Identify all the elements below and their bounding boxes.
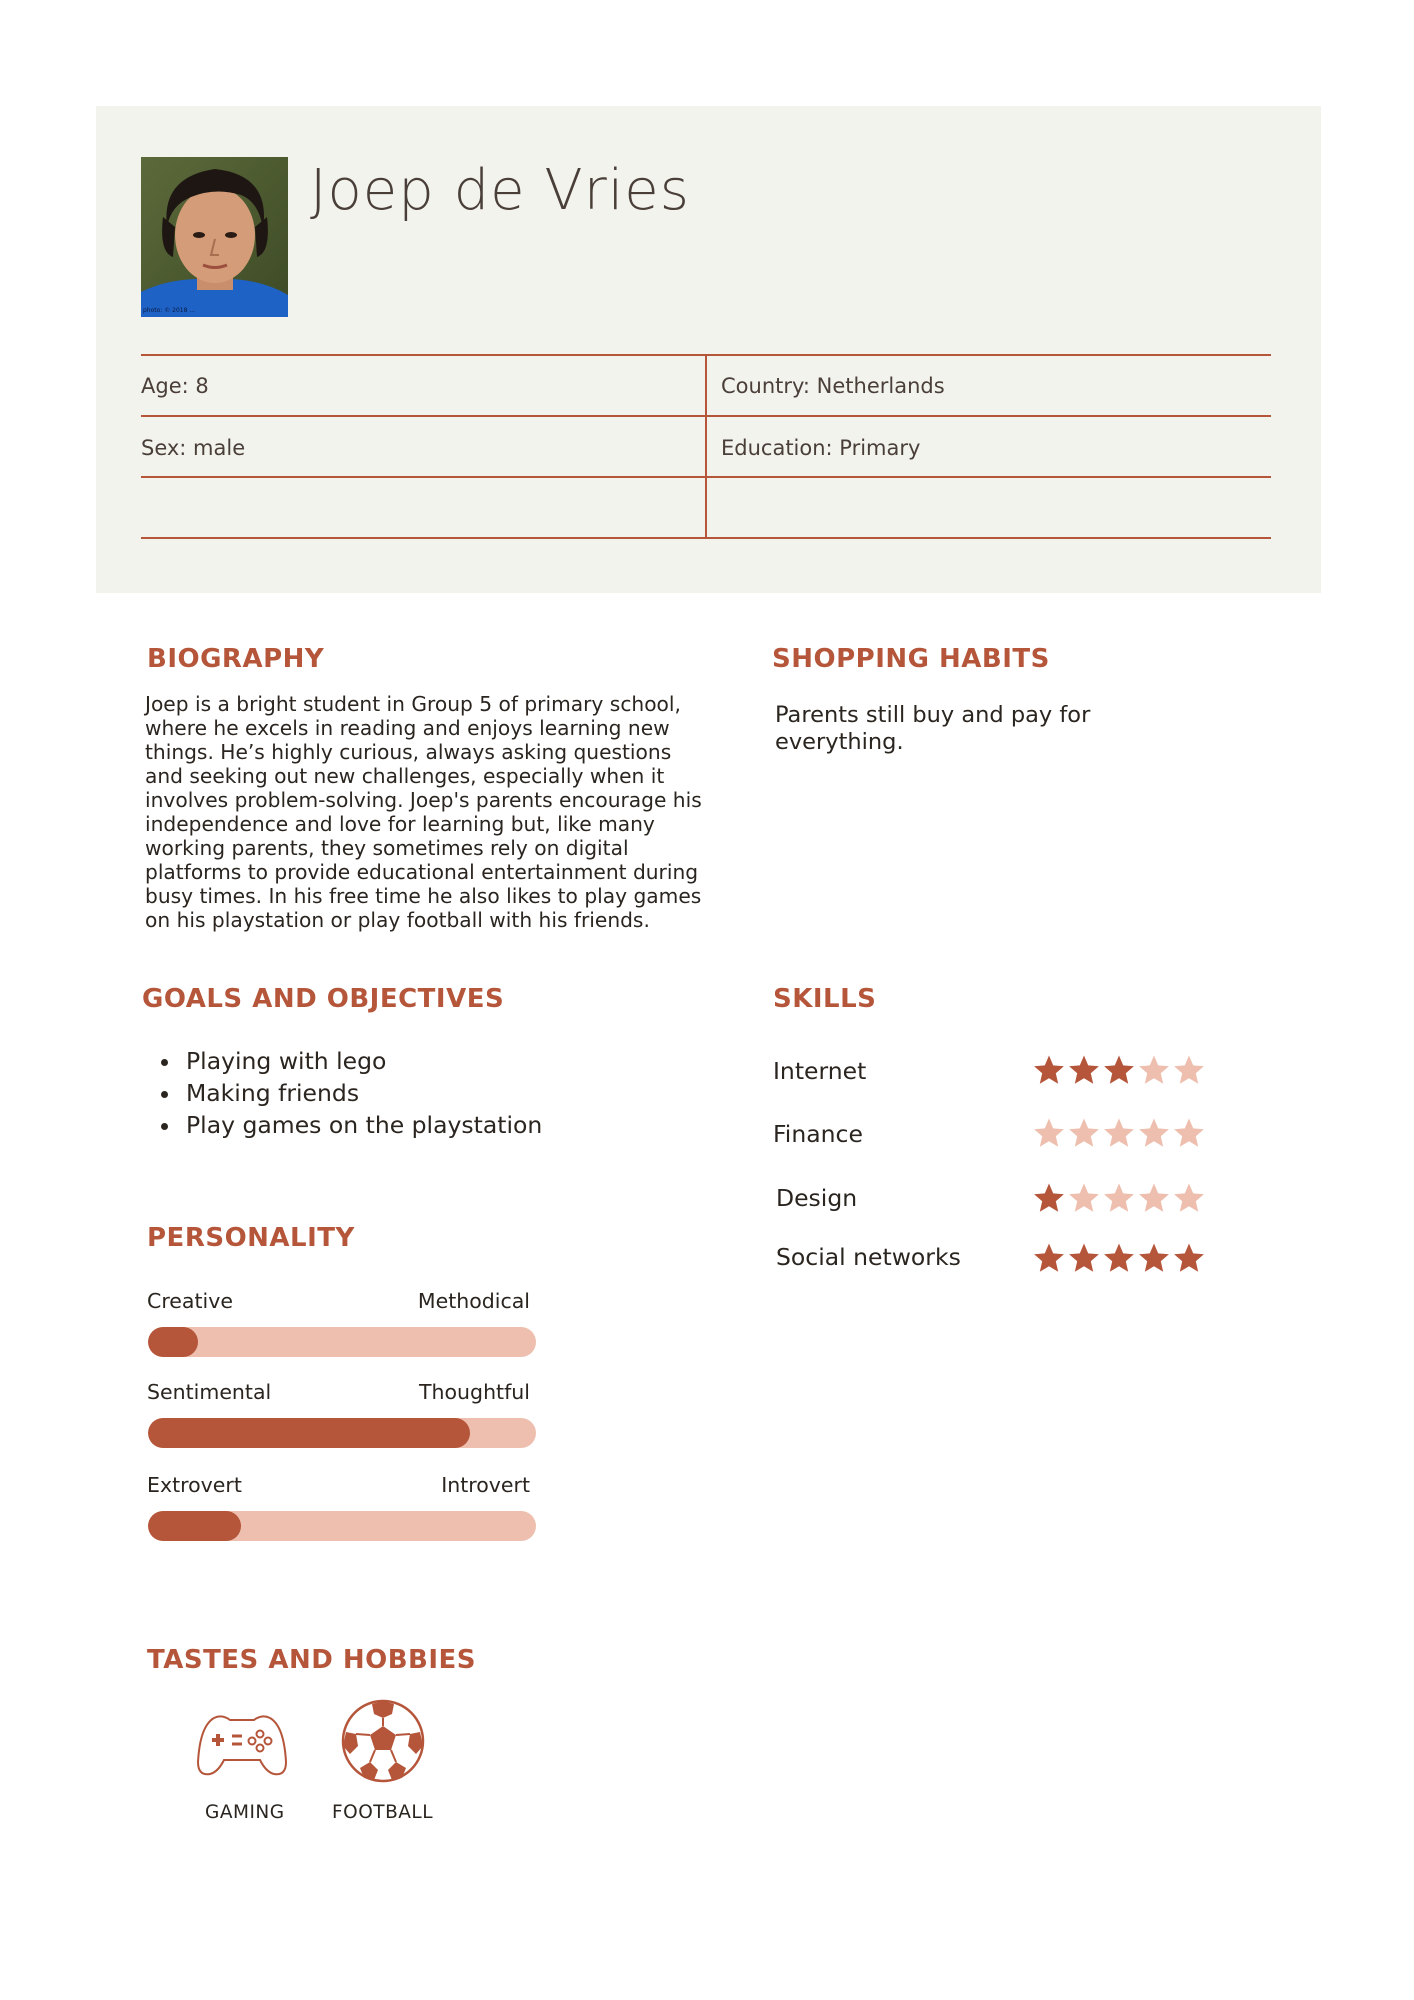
- trait-scale-fill: [148, 1418, 470, 1448]
- gamepad-icon: [196, 1712, 288, 1784]
- skill-label: Finance: [773, 1120, 863, 1148]
- star-empty-icon: [1173, 1182, 1205, 1214]
- trait-right-label: Introvert: [441, 1473, 530, 1497]
- trait-left-label: Creative: [147, 1289, 233, 1313]
- trait-left-label: Extrovert: [147, 1473, 242, 1497]
- star-filled-icon: [1103, 1242, 1135, 1274]
- skill-rating: [1033, 1054, 1205, 1086]
- star-empty-icon: [1103, 1182, 1135, 1214]
- star-filled-icon: [1068, 1242, 1100, 1274]
- star-filled-icon: [1033, 1054, 1065, 1086]
- skill-label: Social networks: [776, 1243, 961, 1271]
- skill-label: Internet: [773, 1057, 867, 1085]
- goal-item: • Playing with lego: [182, 1045, 542, 1077]
- country-field: Country: Netherlands: [721, 374, 945, 398]
- age-field: Age: 8: [141, 374, 209, 398]
- star-empty-icon: [1173, 1054, 1205, 1086]
- star-filled-icon: [1068, 1054, 1100, 1086]
- shopping-habits-heading: SHOPPING HABITS: [772, 644, 1050, 674]
- hobby-label: FOOTBALL: [332, 1802, 434, 1823]
- skill-rating: [1033, 1182, 1205, 1214]
- star-empty-icon: [1103, 1117, 1135, 1149]
- skill-rating: [1033, 1117, 1205, 1149]
- trait-right-label: Methodical: [417, 1289, 530, 1313]
- education-field: Education: Primary: [721, 436, 921, 460]
- trait-right-label: Thoughtful: [419, 1380, 530, 1404]
- personality-heading: PERSONALITY: [147, 1223, 355, 1253]
- hobbies-heading: TASTES AND HOBBIES: [147, 1645, 477, 1675]
- biography-text: Joep is a bright student in Group 5 of primary school, where he excels in reading and enjoys learning new things. He’s highly curious, always asking questions and seeking out new challenges, especially when it involves problem-solving. Joep's parents encourage his independence and love for learning but, like many working parents, they sometimes rely on digital platforms to provide educational entertainment during busy times. In his free time he also likes to play games on his playstation or play football with his friends.: [145, 692, 702, 932]
- biography-heading: BIOGRAPHY: [147, 644, 325, 674]
- persona-name: Joep de Vries: [310, 158, 690, 223]
- star-filled-icon: [1138, 1242, 1170, 1274]
- trait-scale: [148, 1327, 536, 1357]
- profile-photo: [141, 157, 288, 317]
- star-filled-icon: [1173, 1242, 1205, 1274]
- star-filled-icon: [1033, 1182, 1065, 1214]
- star-empty-icon: [1173, 1117, 1205, 1149]
- sex-field: Sex: male: [141, 436, 246, 460]
- goal-item: • Play games on the playstation: [182, 1109, 542, 1141]
- star-empty-icon: [1138, 1054, 1170, 1086]
- grid-divider: [705, 354, 707, 539]
- trait-scale-fill: [148, 1511, 241, 1541]
- trait-scale: [148, 1418, 536, 1448]
- skills-heading: SKILLS: [773, 984, 877, 1014]
- trait-scale-fill: [148, 1327, 198, 1357]
- football-icon: [340, 1698, 426, 1788]
- star-filled-icon: [1103, 1054, 1135, 1086]
- trait-scale: [148, 1511, 536, 1541]
- star-empty-icon: [1138, 1117, 1170, 1149]
- goal-item: • Making friends: [182, 1077, 542, 1109]
- star-empty-icon: [1033, 1117, 1065, 1149]
- star-empty-icon: [1068, 1117, 1100, 1149]
- goals-heading: GOALS AND OBJECTIVES: [142, 984, 505, 1014]
- star-empty-icon: [1138, 1182, 1170, 1214]
- skill-label: Design: [776, 1184, 858, 1212]
- goals-list: [140, 1045, 542, 1141]
- star-empty-icon: [1068, 1182, 1100, 1214]
- skill-rating: [1033, 1242, 1205, 1274]
- shopping-habits-text: Parents still buy and pay for everything.: [775, 702, 1091, 755]
- hobby-label: GAMING: [205, 1802, 285, 1823]
- star-filled-icon: [1033, 1242, 1065, 1274]
- photo-caption: photo: © 2018 ...: [143, 307, 196, 314]
- trait-left-label: Sentimental: [147, 1380, 272, 1404]
